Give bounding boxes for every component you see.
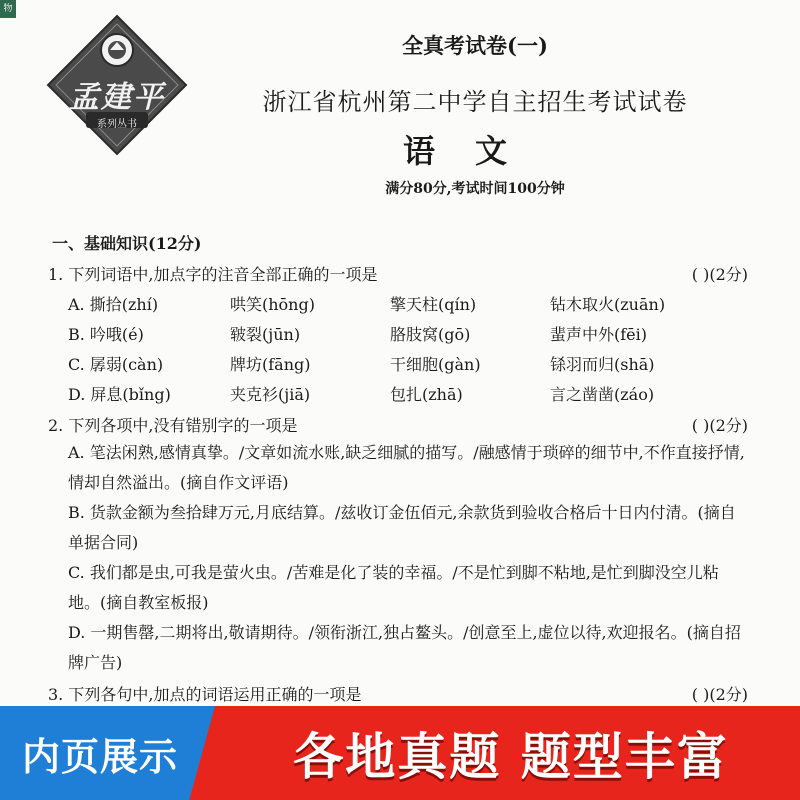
option-cell: C. 孱弱(càn): [68, 355, 164, 374]
question-1-option-row-b: [68, 322, 768, 346]
banner-left-label: 内页展示: [21, 734, 178, 779]
question-2-option-c: C. 我们都是虫,可我是萤火虫。/苦难是化了装的幸福。/不是忙到脚不粘地,是忙到脚没空儿粘地。(摘自教室板报): [68, 563, 719, 612]
exam-meta: 满分80分,考试时间100分钟: [385, 181, 565, 197]
question-2-option-b: B. 货款金额为叁拾肆万元,月底结算。/兹收订金伍佰元,余款货到验收合格后十日内付清。(摘自单据合同): [68, 503, 736, 552]
question-2-stem: 2. 下列各项中,没有错别字的一项是: [48, 416, 298, 435]
option-cell: 干细胞(gàn): [390, 355, 481, 374]
option-cell: 胳肢窝(gō): [390, 325, 471, 344]
logo-brand-name: 孟建平: [69, 80, 165, 115]
option-cell: 皲裂(jūn): [230, 325, 301, 344]
option-cell: A. 撕拾(zhí): [68, 295, 159, 314]
option-cell: 铩羽而归(shā): [550, 355, 655, 374]
question-1-option-row-d: [68, 382, 768, 406]
promo-banner: [0, 706, 800, 800]
question-2-option-d: D. 一期售罄,二期将出,敬请期待。/领衔浙江,独占鳌头。/创意至上,虚位以待,欢迎报名。(摘自招牌广告): [68, 623, 741, 672]
question-2-mark: ( )(2分): [691, 416, 748, 435]
series-title: 全真考试卷(一): [402, 33, 548, 58]
option-cell: 包扎(zhā): [390, 385, 463, 404]
option-cell: B. 吟哦(é): [68, 325, 144, 344]
question-1-mark: ( )(2分): [691, 265, 748, 284]
option-cell: 蜚声中外(fēi): [550, 325, 647, 344]
option-cell: 言之凿凿(záo): [550, 385, 655, 404]
question-3-mark: ( )(2分): [691, 685, 748, 704]
question-1-stem: 1. 下列词语中,加点字的注音全部正确的一项是: [48, 265, 378, 284]
banner-right-label: 各地真题 题型丰富: [293, 728, 729, 786]
option-cell: D. 屏息(bǐng): [68, 385, 171, 404]
logo-series-label: 系列丛书: [97, 119, 137, 130]
question-1-option-row-a: [68, 292, 768, 316]
option-cell: 哄笑(hōng): [230, 295, 315, 314]
option-cell: 牌坊(fāng): [230, 355, 311, 374]
corner-badge: 物: [0, 0, 16, 18]
question-2-option-a: A. 笔法闲熟,感情真挚。/文章如流水账,缺乏细腻的描写。/融感情于琐碎的细节中,不作直接抒情,情却自然溢出。(摘自作文评语): [68, 443, 745, 492]
question-3-stem: 3. 下列各句中,加点的词语运用正确的一项是: [48, 685, 362, 704]
exam-title: 浙江省杭州第二中学自主招生考试试卷: [262, 88, 688, 116]
question-1-option-row-c: [68, 352, 768, 376]
section-heading: 一、基础知识(12分): [52, 234, 202, 253]
subject-title: 语文: [402, 132, 547, 170]
option-cell: 擎天柱(qín): [390, 295, 477, 314]
option-cell: 夹克衫(jiā): [230, 385, 311, 404]
option-cell: 钻木取火(zuān): [550, 295, 666, 314]
